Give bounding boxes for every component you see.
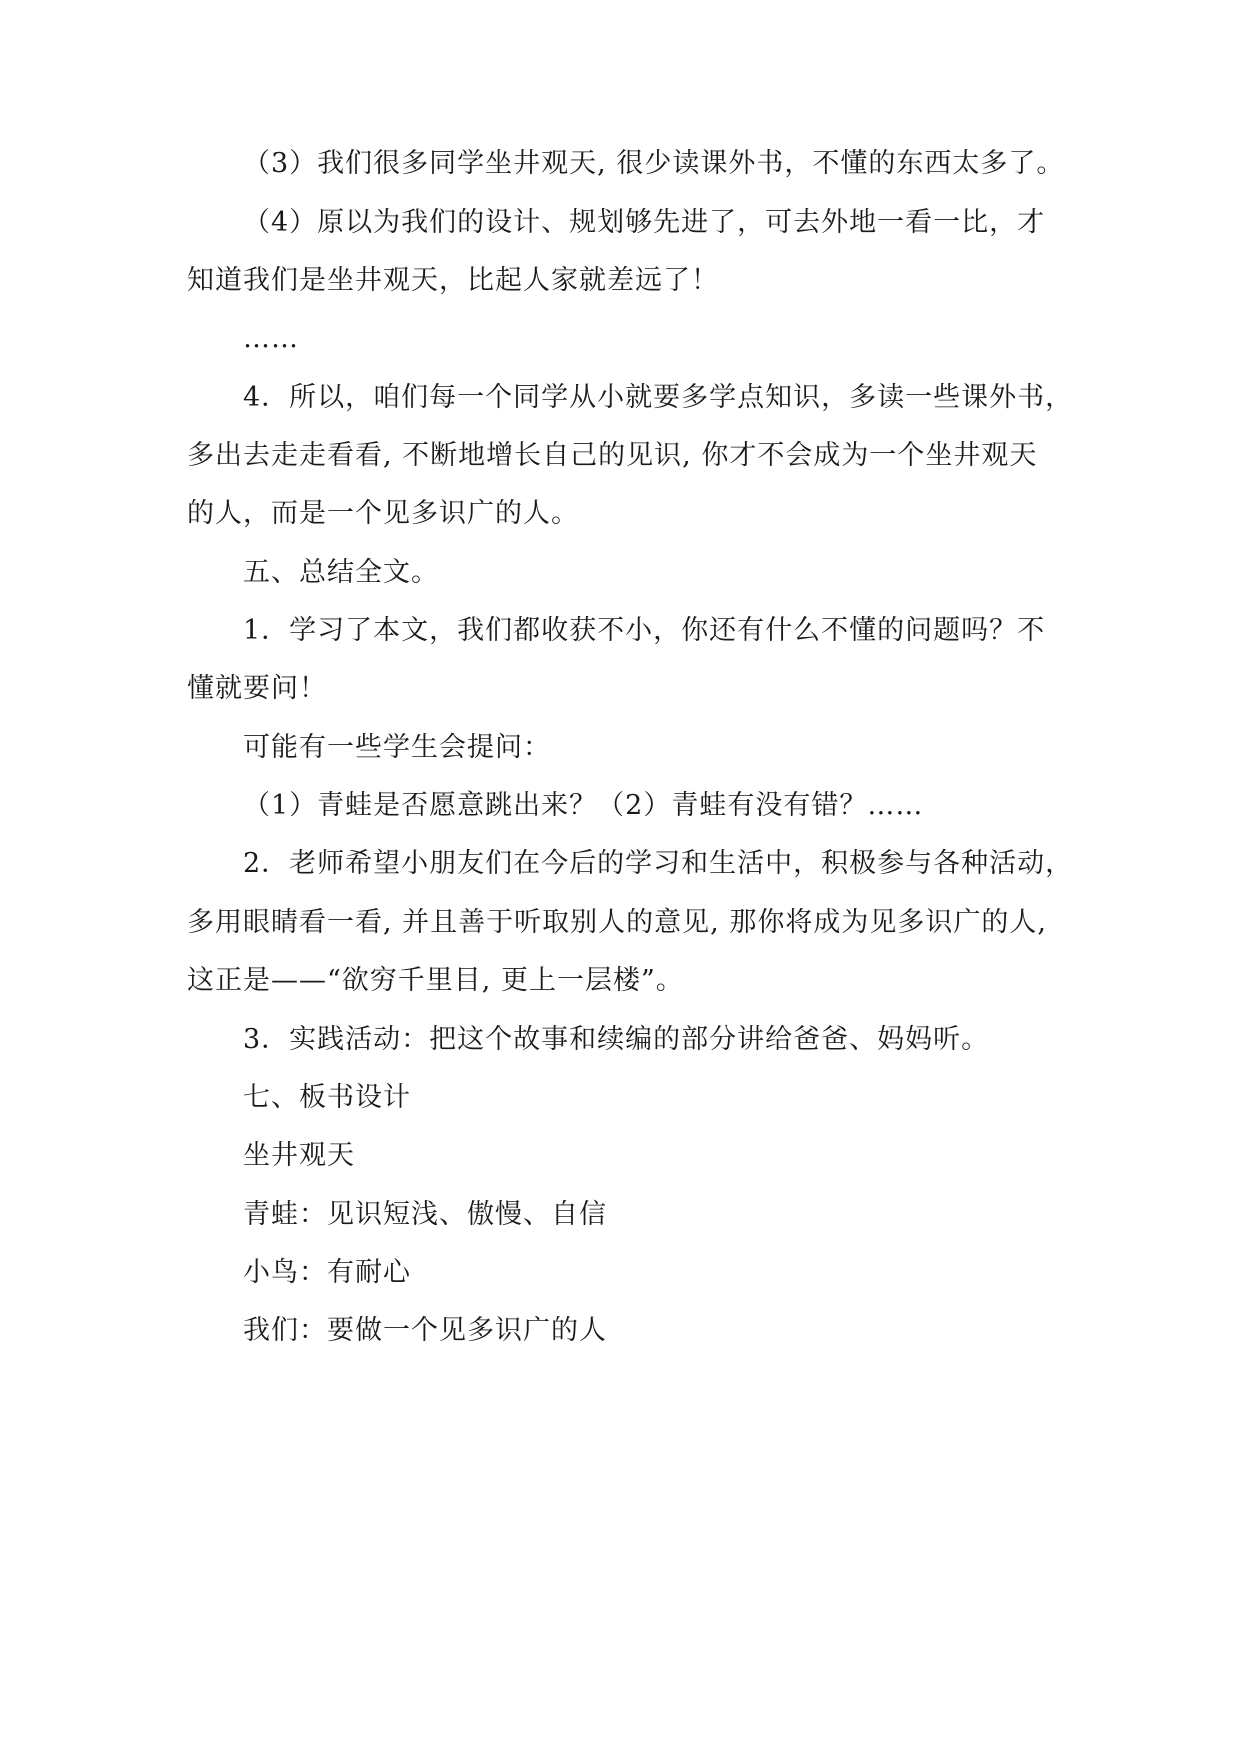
text-line-6: 的人，而是一个见多识广的人。: [187, 498, 579, 529]
text-line-14: 3．实践活动：把这个故事和续编的部分讲给爸爸、妈妈听。: [243, 1024, 990, 1055]
board-title: 坐井观天: [243, 1140, 355, 1171]
text-line-4: 4．所以，咱们每一个同学从小就要多学点知识，多读一些课外书，: [243, 382, 1074, 413]
section-heading-board: 七、板书设计: [243, 1082, 411, 1113]
text-line-11: 2．老师希望小朋友们在今后的学习和生活中，积极参与各种活动，: [243, 848, 1074, 879]
board-line-us: 我们：要做一个见多识广的人: [243, 1315, 607, 1346]
board-line-frog: 青蛙：见识短浅、傲慢、自信: [243, 1199, 607, 1230]
text-line-5: 多出去走走看看, 不断地增长自己的见识, 你才不会成为一个坐井观天: [187, 440, 1038, 471]
text-line-3: 知道我们是坐井观天，比起人家就差远了！: [187, 265, 719, 296]
ellipsis-line: ……: [243, 323, 299, 354]
text-line-2: （4）原以为我们的设计、规划够先进了，可去外地一看一比，才: [243, 207, 1046, 238]
text-line-13: 这正是——“欲穷千里目, 更上一层楼”。: [187, 965, 684, 996]
board-line-bird: 小鸟：有耐心: [243, 1257, 411, 1288]
text-line-9: 可能有一些学生会提问：: [243, 732, 551, 763]
text-line-12: 多用眼睛看一看, 并且善于听取别人的意见, 那你将成为见多识广的人,: [187, 907, 1047, 938]
text-line-1: （3）我们很多同学坐井观天, 很少读课外书，不懂的东西太多了。: [243, 148, 1065, 179]
text-line-8: 懂就要问！: [187, 673, 327, 704]
text-line-7: 1．学习了本文，我们都收获不小，你还有什么不懂的问题吗？不: [243, 615, 1046, 646]
text-line-10: （1）青蛙是否愿意跳出来？（2）青蛙有没有错？……: [243, 790, 924, 821]
section-heading-summary: 五、总结全文。: [243, 557, 439, 588]
